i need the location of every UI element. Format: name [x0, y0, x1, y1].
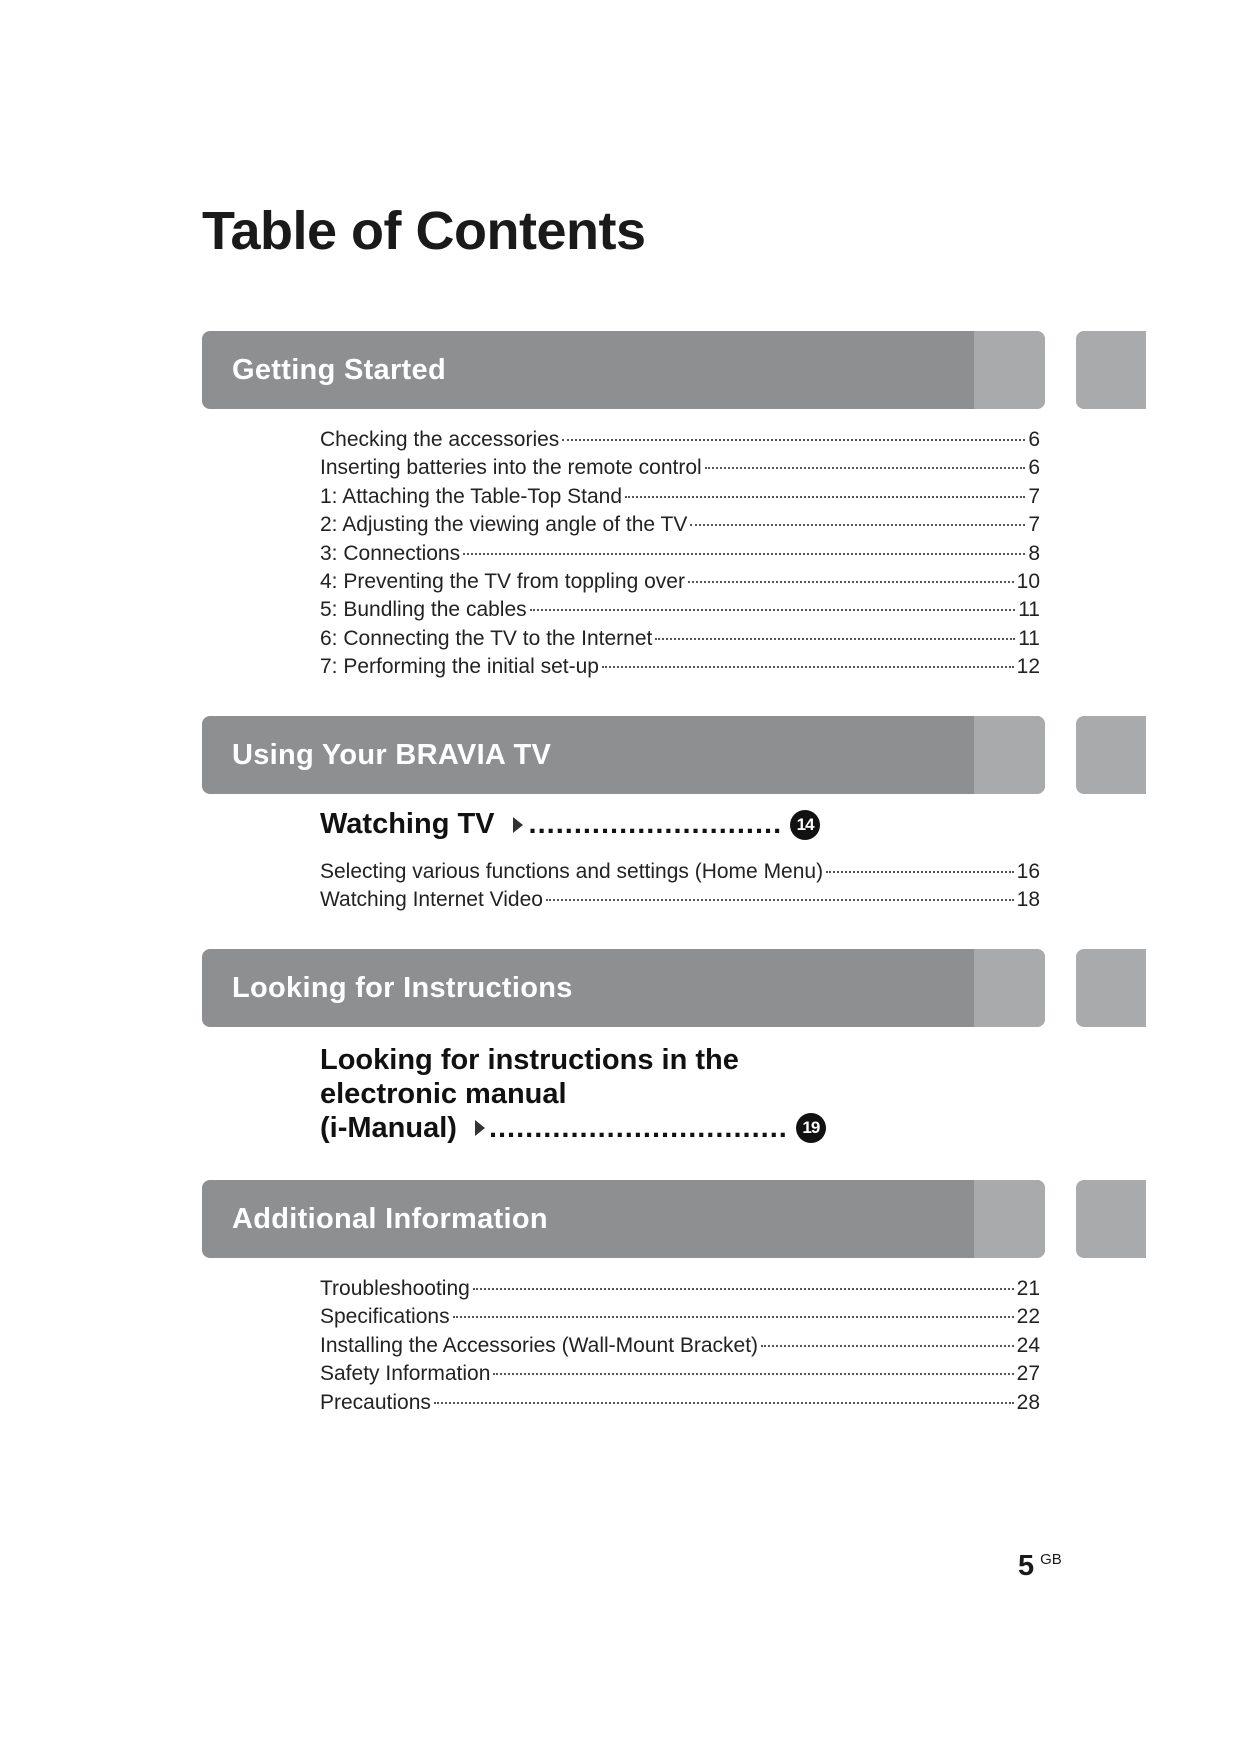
page-number-badge: 19 [796, 1113, 826, 1143]
entry-page: 22 [1016, 1305, 1040, 1329]
play-arrow-icon [475, 1120, 485, 1136]
feature-line: Looking for instructions in the [320, 1044, 739, 1076]
dot-leader [688, 581, 1014, 583]
dot-leader [434, 1402, 1014, 1404]
entry-label: 4: Preventing the TV from toppling over [320, 569, 685, 593]
toc-entry[interactable] [320, 568, 1040, 596]
page-number: 5 [1018, 1550, 1035, 1582]
feature-label: (i-Manual) [320, 1112, 457, 1144]
entry-page: 6 [1028, 456, 1040, 480]
feature-line: electronic manual [320, 1078, 567, 1110]
dot-leader [530, 609, 1016, 611]
entry-label: 2: Adjusting the viewing angle of the TV [320, 513, 688, 537]
toc-entry[interactable] [320, 596, 1040, 624]
toc-entry[interactable] [320, 1389, 1040, 1417]
entry-page: 24 [1016, 1333, 1040, 1357]
dot-leader [546, 899, 1014, 901]
entry-label: Selecting various functions and settings (Home Menu) [320, 860, 824, 883]
dot-leader [625, 496, 1025, 498]
toc-entry[interactable] [320, 653, 1040, 681]
entry-page: 7 [1028, 513, 1040, 537]
dot-leader [493, 1373, 1013, 1375]
page-number-badge: 14 [790, 810, 820, 840]
dot-leader [453, 1316, 1014, 1318]
section-header-using-bravia-tv[interactable] [202, 716, 1045, 794]
section-header-additional-information[interactable] [202, 1180, 1045, 1258]
entry-label: Inserting batteries into the remote control [320, 456, 702, 480]
entry-label: 6: Connecting the TV to the Internet [320, 626, 653, 650]
toc-entry[interactable] [320, 454, 1040, 482]
entry-label: Checking the accessories [320, 428, 560, 451]
entry-page: 21 [1016, 1277, 1040, 1300]
entry-label: 3: Connections [320, 541, 461, 565]
dot-leader: ............................ [528, 808, 783, 840]
entry-page: 11 [1018, 598, 1040, 622]
dot-leader [463, 553, 1025, 555]
entry-page: 8 [1028, 541, 1040, 565]
entry-label: Installing the Accessories (Wall-Mount Bracket) [320, 1333, 759, 1357]
dot-leader [705, 467, 1026, 469]
side-tab-getting-started [1076, 331, 1146, 409]
toc-entry[interactable] [320, 886, 1040, 914]
section-bar-end [974, 716, 1045, 794]
entry-page: 27 [1016, 1362, 1040, 1386]
page-title: Table of Contents [202, 201, 646, 261]
entry-label: Troubleshooting [320, 1277, 470, 1300]
side-tab-using-bravia-tv [1076, 716, 1146, 794]
dot-leader [473, 1288, 1014, 1290]
entry-page: 6 [1028, 428, 1040, 451]
toc-entry[interactable] [320, 625, 1040, 653]
dot-leader [761, 1345, 1014, 1347]
dot-leader [826, 871, 1014, 873]
section-title: Getting Started [232, 354, 446, 386]
section-header-getting-started[interactable] [202, 331, 1045, 409]
entry-label: Safety Information [320, 1362, 491, 1386]
dot-leader [690, 524, 1025, 526]
feature-line-last [320, 1111, 826, 1145]
section-bar-end [974, 331, 1045, 409]
entry-page: 16 [1016, 860, 1040, 883]
toc-entry[interactable] [320, 858, 1040, 886]
feature-link-i-manual[interactable] [320, 1043, 826, 1145]
toc-entry[interactable] [320, 483, 1040, 511]
section-bar-end [974, 1180, 1045, 1258]
entry-label: Watching Internet Video [320, 888, 543, 912]
region-code: GB [1040, 1551, 1062, 1568]
toc-list-getting-started [320, 426, 1040, 682]
entry-label: Precautions [320, 1390, 431, 1414]
section-title: Looking for Instructions [232, 972, 573, 1004]
feature-label: Watching TV [320, 808, 495, 840]
toc-entry[interactable] [320, 1332, 1040, 1360]
side-tab-looking-for-instructions [1076, 949, 1146, 1027]
entry-label: Specifications [320, 1305, 450, 1329]
entry-page: 11 [1018, 626, 1040, 650]
toc-entry[interactable] [320, 1303, 1040, 1331]
section-title: Using Your BRAVIA TV [232, 739, 552, 771]
toc-list-using-bravia-tv [320, 858, 1040, 915]
entry-page: 10 [1016, 569, 1040, 593]
section-bar-end [974, 949, 1045, 1027]
section-title: Additional Information [232, 1203, 548, 1235]
entry-label: 5: Bundling the cables [320, 598, 527, 622]
toc-entry[interactable] [320, 426, 1040, 454]
dot-leader [562, 439, 1025, 441]
section-header-looking-for-instructions[interactable] [202, 949, 1045, 1027]
entry-page: 7 [1028, 484, 1040, 508]
entry-page: 28 [1016, 1390, 1040, 1414]
toc-entry[interactable] [320, 540, 1040, 568]
dot-leader: ................................. [488, 1112, 788, 1144]
entry-label: 7: Performing the initial set-up [320, 655, 599, 679]
dot-leader [602, 666, 1014, 668]
toc-entry[interactable] [320, 1360, 1040, 1388]
footer-page-number [1018, 1552, 1062, 1581]
toc-entry[interactable] [320, 511, 1040, 539]
feature-link-watching-tv[interactable] [320, 808, 820, 841]
side-tab-additional-information [1076, 1180, 1146, 1258]
entry-label: 1: Attaching the Table-Top Stand [320, 484, 622, 508]
play-arrow-icon [513, 817, 523, 833]
entry-page: 12 [1016, 655, 1040, 679]
toc-list-additional-information [320, 1275, 1040, 1417]
toc-entry[interactable] [320, 1275, 1040, 1303]
entry-page: 18 [1016, 888, 1040, 912]
dot-leader [655, 638, 1015, 640]
